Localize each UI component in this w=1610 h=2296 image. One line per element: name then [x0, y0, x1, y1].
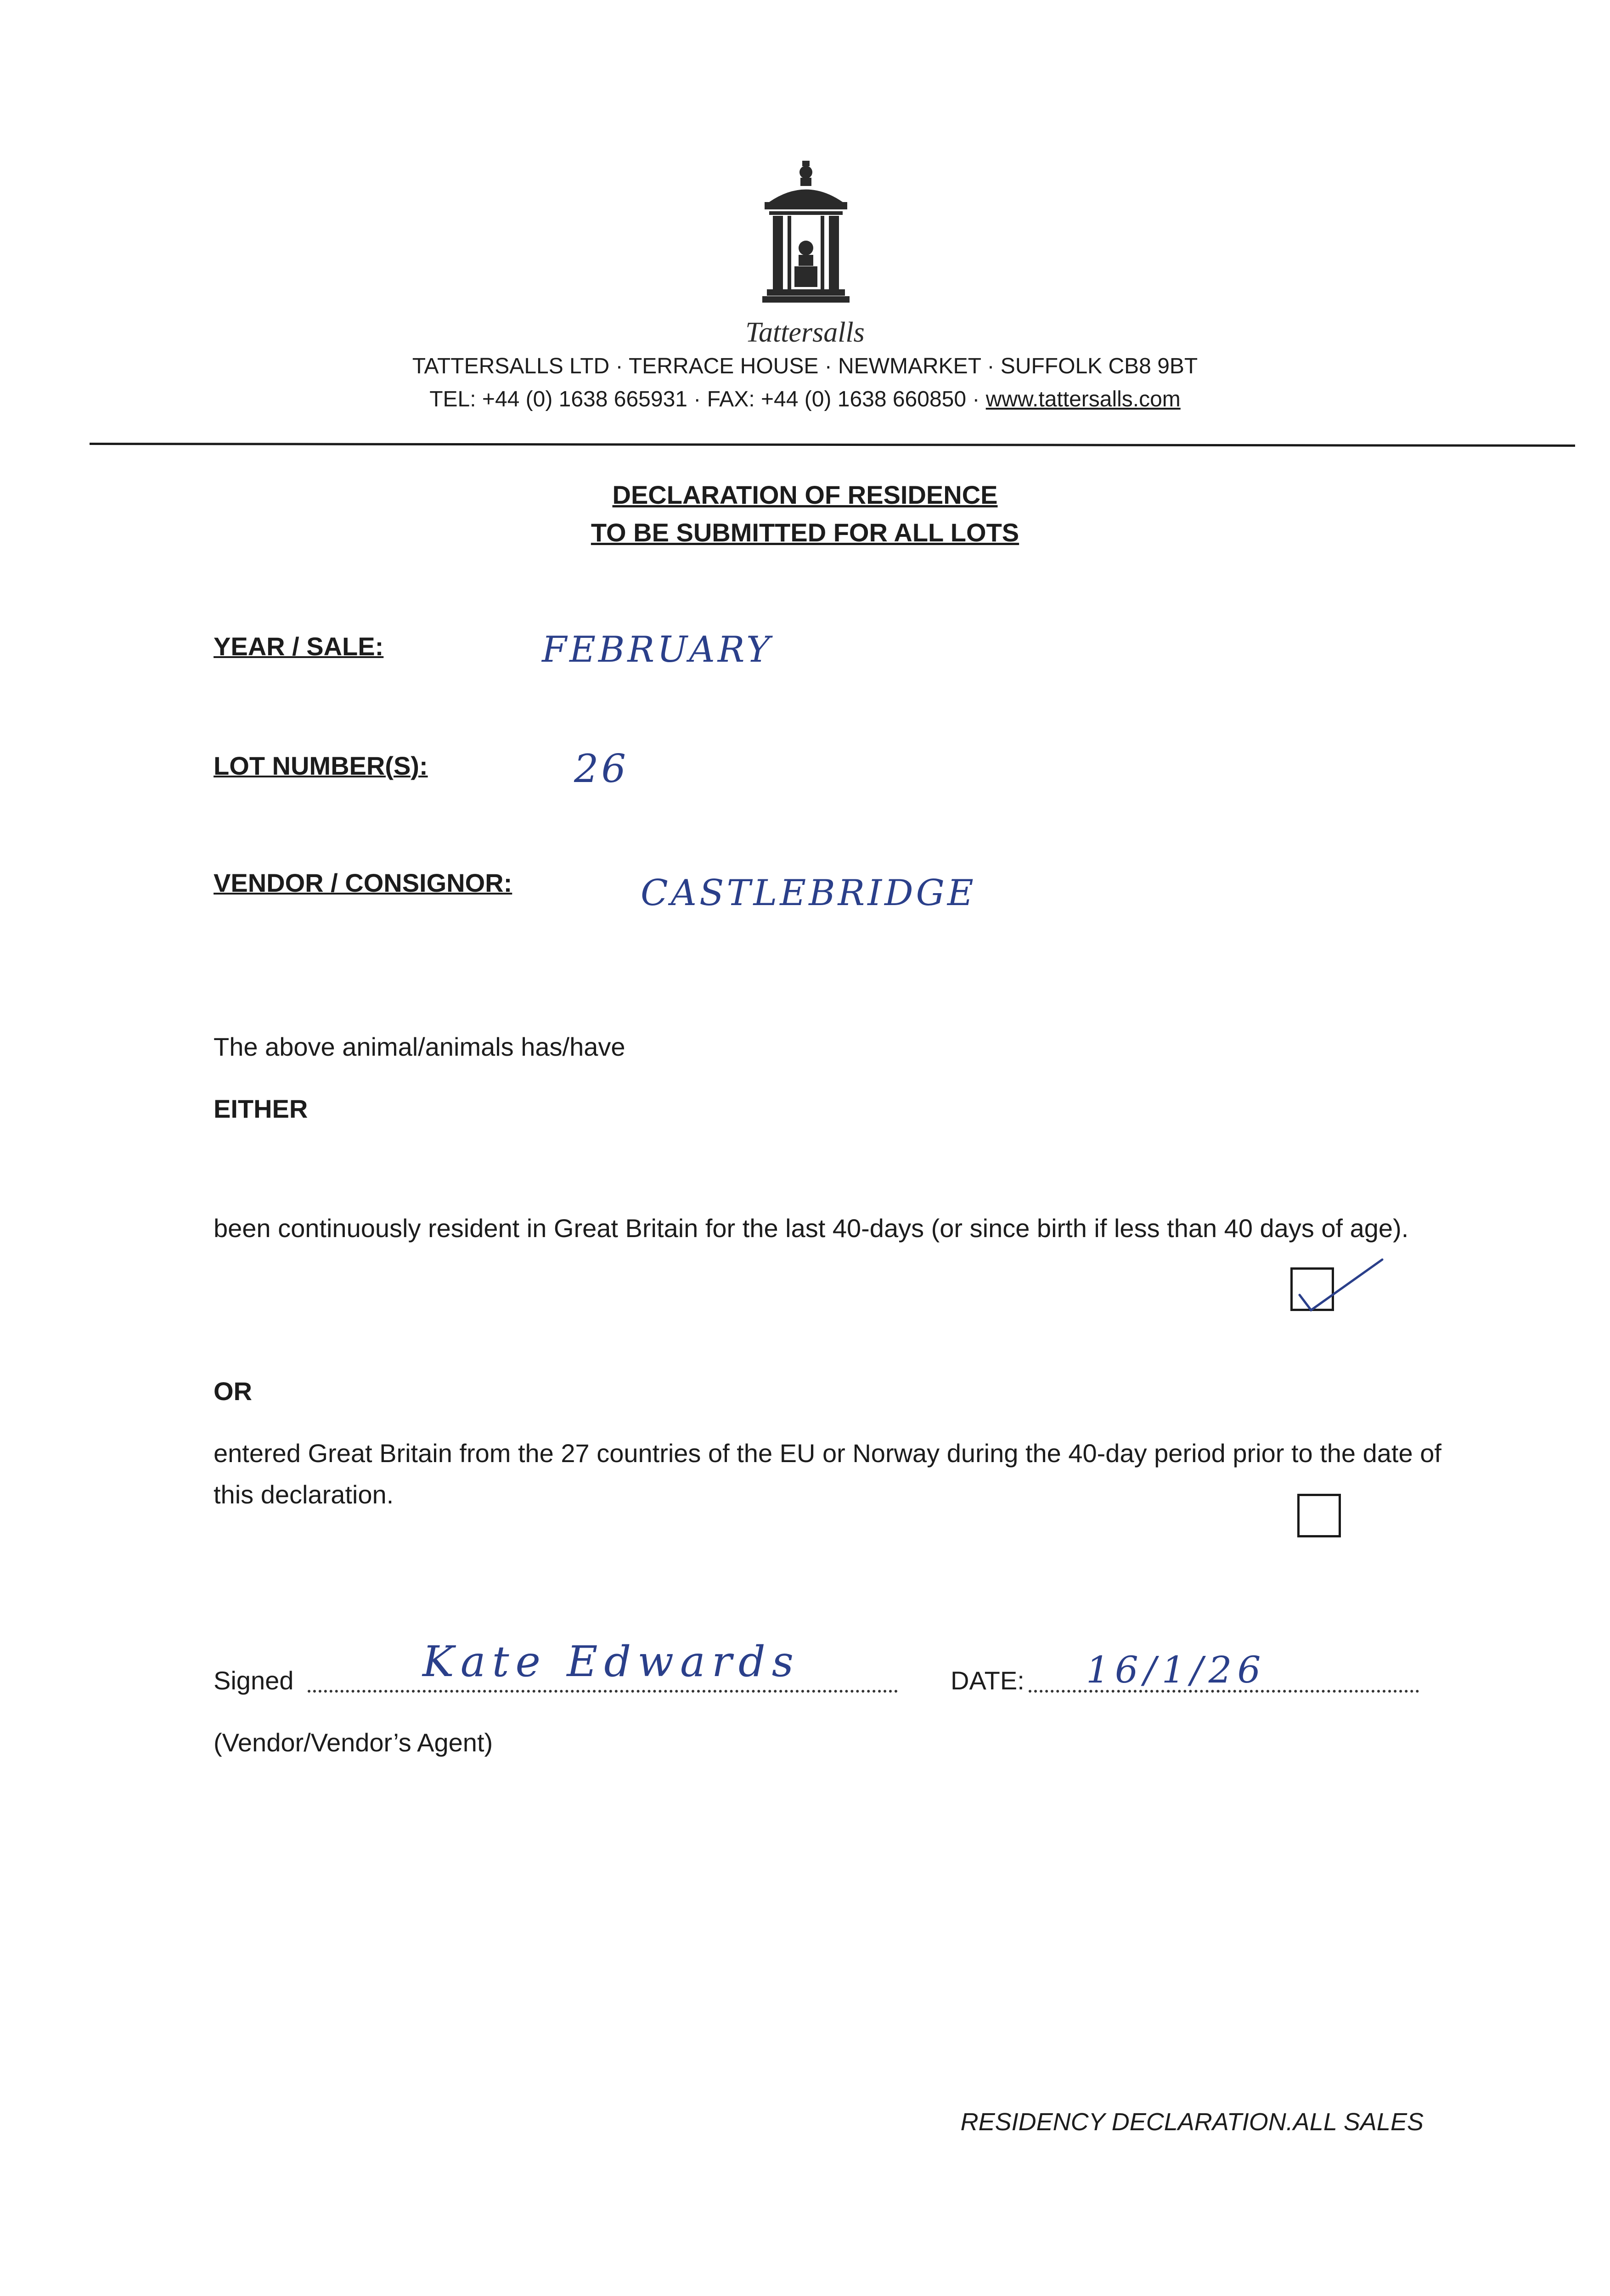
intro-text: The above animal/animals has/have: [214, 1032, 625, 1061]
year-sale-label: YEAR / SALE:: [214, 632, 384, 661]
date-label: DATE:: [951, 1666, 1025, 1695]
website-link[interactable]: www.tattersalls.com: [985, 387, 1181, 411]
contact-numbers: TEL: +44 (0) 1638 665931 · FAX: +44 (0) 1638 660850 ·: [429, 387, 986, 411]
address-line: TATTERSALLS LTD · TERRACE HOUSE · NEWMARKET · SUFFOLK CB8 9BT: [412, 354, 1198, 378]
or-heading: OR: [214, 1377, 252, 1406]
either-heading: EITHER: [214, 1094, 308, 1123]
checkmark-icon: [1297, 1256, 1385, 1316]
date-value[interactable]: 16/1/26: [1086, 1649, 1267, 1691]
signer-role: (Vendor/Vendor’s Agent): [214, 1728, 493, 1757]
signature-line: [308, 1690, 898, 1693]
document-title: DECLARATION OF RESIDENCE: [612, 480, 998, 509]
vendor-value[interactable]: CASTLEBRIDGE: [641, 872, 976, 914]
year-sale-value[interactable]: FEBRUARY: [542, 629, 773, 670]
document-subtitle: TO BE SUBMITTED FOR ALL LOTS: [591, 518, 1019, 547]
lot-number-label: LOT NUMBER(S):: [214, 751, 428, 780]
form-footer: RESIDENCY DECLARATION.ALL SALES: [960, 2108, 1424, 2136]
tattersalls-logo: [760, 158, 852, 317]
option2-text: entered Great Britain from the 27 countries of the EU or Norway during the 40-day period prior to the date of this declaration.: [214, 1439, 1441, 1509]
contact-line: [300, 387, 1310, 412]
signature-value[interactable]: Kate Edwards: [422, 1637, 800, 1686]
lot-number-value[interactable]: 26: [574, 746, 629, 791]
option1-text: been continuously resident in Great Britain for the last 40-days (or since birth if less than 40 days of age).: [214, 1214, 1409, 1243]
header-divider: [90, 443, 1575, 447]
option2-checkbox[interactable]: [1297, 1494, 1341, 1537]
brand-name: Tattersalls: [745, 317, 865, 348]
vendor-label: VENDOR / CONSIGNOR:: [214, 868, 512, 897]
signed-label: Signed: [214, 1666, 294, 1695]
